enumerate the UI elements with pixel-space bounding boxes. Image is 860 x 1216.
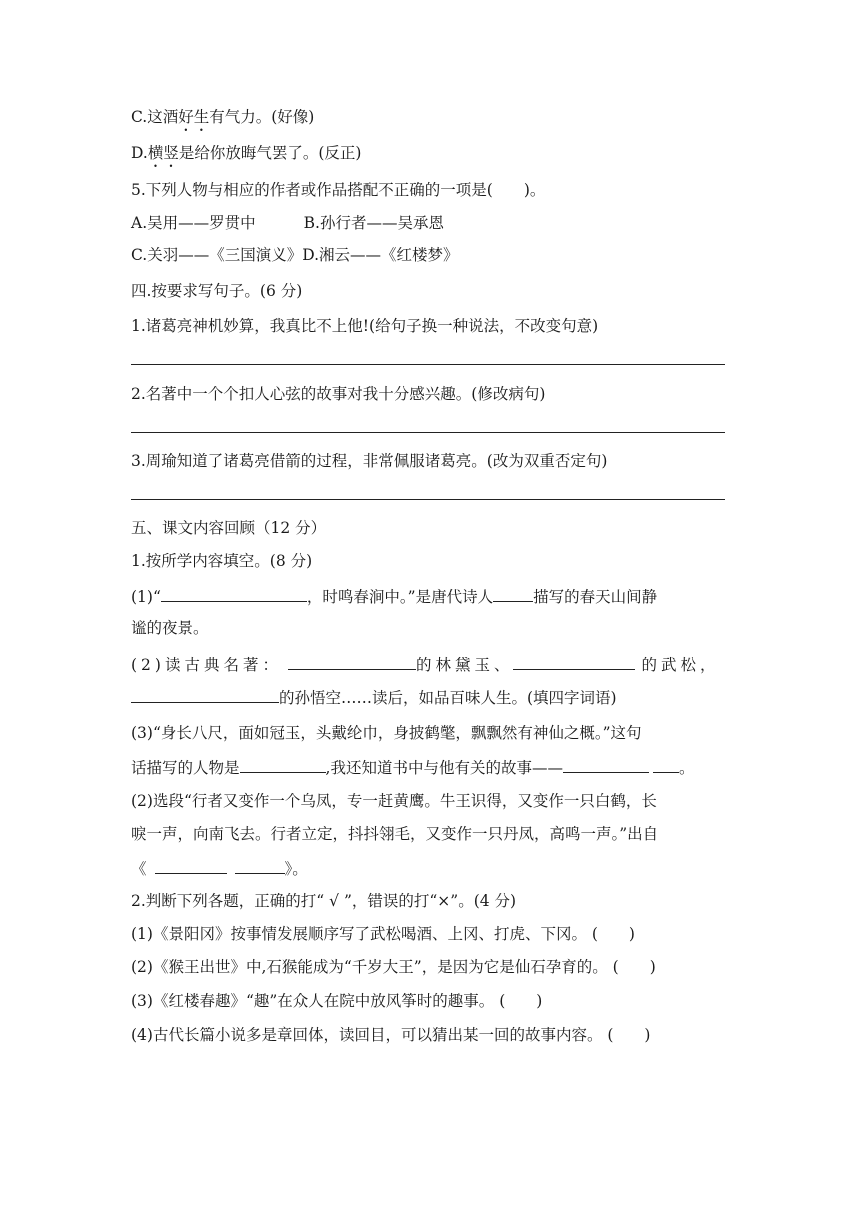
text: (2)读古典名著：: [131, 656, 282, 674]
section-4-title: 四.按要求写句子。(6 分): [131, 282, 303, 300]
judge-item-2: (2)《猴王出世》中,石猴能成为“千岁大王”，是因为它是仙石孕育的。 ( ): [131, 958, 656, 976]
text: 》。: [284, 860, 308, 878]
text: ,我还知道书中与他有关的故事——: [325, 759, 563, 777]
text: 。: [678, 759, 695, 777]
option-text: 有气力。(好像): [209, 108, 315, 126]
sec5-q1-line1: [131, 585, 657, 608]
sec5-q3-line2: [131, 756, 694, 779]
text: 《: [131, 860, 147, 878]
sec5-q2-line2: [131, 686, 617, 709]
judge-item-1: (1)《景阳冈》按事情发展顺序写了武松喝酒、上冈、打虎、下冈。 ( ): [131, 925, 635, 943]
sec5-part2-title: 2.判断下列各题，正确的打“ √ ”，错误的打“×”。(4 分): [131, 892, 517, 910]
q4-option-d: [131, 142, 361, 171]
option-text: 是给你放晦气罢了。(反正): [178, 144, 362, 162]
answer-line[interactable]: [131, 364, 725, 365]
sec5-q2-line1: [131, 653, 720, 676]
sec5-q3-line1: (3)“身长八尺，面如冠玉，头戴纶巾，身披鹤氅，飘飘然有神仙之概。”这句: [131, 724, 642, 742]
q5-options-ab: [131, 212, 444, 234]
sec4-question-1: 1.诸葛亮神机妙算，我真比不上他!(给句子换一种说法，不改变句意): [131, 317, 599, 335]
fill-blank[interactable]: [161, 585, 307, 602]
q4-option-c: [131, 106, 314, 135]
answer-line[interactable]: [131, 499, 725, 500]
option-text: C.这酒: [131, 108, 179, 126]
sec4-question-3: 3.周瑜知道了诸葛亮借箭的过程，非常佩服诸葛亮。(改为双重否定句): [131, 452, 608, 470]
sec5-q1-line2: 谧的夜景。: [131, 619, 209, 637]
section-5-title: 五、课文内容回顾（12 分）: [131, 519, 327, 537]
sec4-question-2: 2.名著中一个个扣人心弦的故事对我十分感兴趣。(修改病句): [131, 385, 546, 403]
fill-blank[interactable]: [155, 857, 227, 874]
text: 的林黛玉、: [415, 656, 514, 674]
sec5-q4-line3: [131, 857, 308, 880]
text: 描写的春天山间静: [533, 588, 658, 606]
option-a: A.吴用——罗贯中: [131, 214, 256, 232]
text: 的孙悟空……读后，如品百味人生。(填四字词语): [279, 689, 617, 707]
fill-blank[interactable]: [493, 585, 533, 602]
judge-item-4: (4)古代长篇小说多是章回体，读回目，可以猜出某一回的故事内容。 ( ): [131, 1026, 651, 1044]
option-d: D.湘云——《红楼梦》: [302, 246, 459, 264]
text: (1)“: [131, 588, 161, 606]
text: 话描写的人物是: [131, 759, 240, 777]
fill-blank[interactable]: [131, 686, 279, 703]
sec5-part1-title: 1.按所学内容填空。(8 分): [131, 552, 313, 570]
text: 的武松，: [641, 656, 720, 674]
emphasized-word: 好生: [178, 108, 210, 126]
option-b: B.孙行者——吴承恩: [303, 214, 444, 232]
fill-blank[interactable]: [563, 756, 649, 773]
fill-blank[interactable]: [235, 857, 285, 874]
text: ，时鸣春涧中。”是唐代诗人: [306, 588, 494, 606]
emphasized-word: 横竖: [147, 144, 179, 162]
sec5-q4-line2: 唳一声，向南飞去。行者立定，抖抖翎毛，又变作一只丹凤，高鸣一声。”出自: [131, 825, 659, 843]
option-text: D.: [131, 144, 148, 162]
judge-item-3: (3)《红楼春趣》“趣”在众人在院中放风筝时的趣事。 ( ): [131, 992, 543, 1010]
fill-blank[interactable]: [288, 653, 416, 670]
fill-blank[interactable]: [513, 653, 635, 670]
answer-line[interactable]: [131, 432, 725, 433]
fill-blank[interactable]: [653, 756, 679, 773]
sec5-q4-line1: (2)选段“行者又变作一个乌凤，专一赶黄鹰。牛王识得，又变作一只白鹤，长: [131, 792, 657, 810]
fill-blank[interactable]: [240, 756, 326, 773]
option-c: C.关羽——《三国演义》: [131, 246, 303, 264]
q5-options-cd: [131, 244, 459, 266]
q5-stem: 5.下列人物与相应的作者或作品搭配不正确的一项是( )。: [131, 181, 546, 199]
